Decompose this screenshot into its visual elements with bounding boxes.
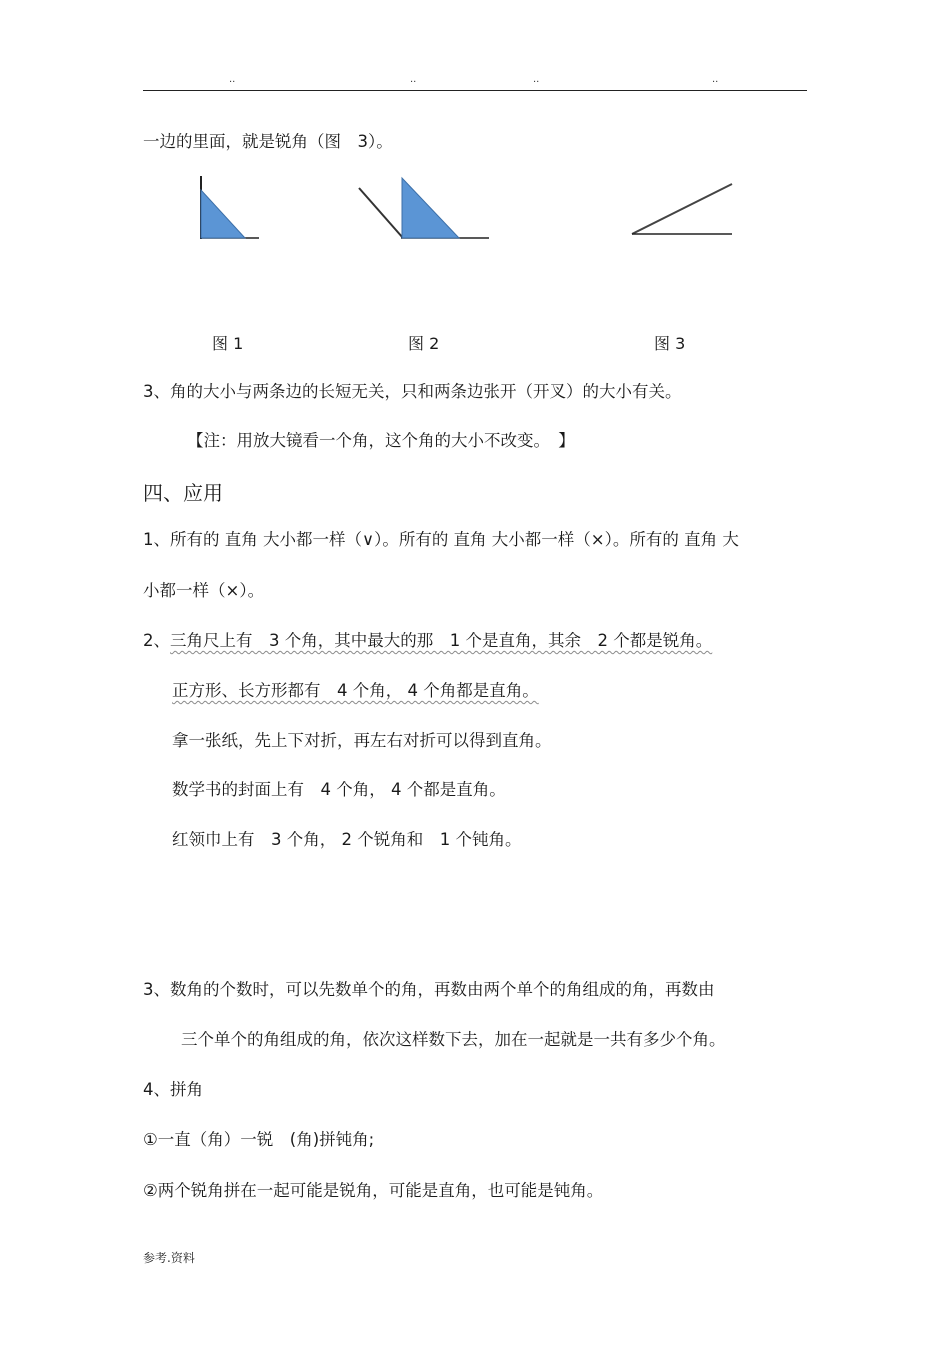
app-item-2-line-5: 红领巾上有 3 个角， 2 个锐角和 1 个钝角。 [172,830,522,849]
figure-1-right-angle [195,172,265,244]
header-divider [143,90,807,91]
figure-3-slanted-ray [632,184,732,234]
app-item-4-sub-2: ②两个锐角拼在一起可能是锐角，可能是直角，也可能是钝角。 [143,1181,604,1200]
figure-2-slanted-ray [359,188,403,238]
app-item-2-line-1 [143,631,712,651]
app-item-2-line-2: 正方形、长方形都有 4 个角， 4 个角都是直角。 [172,681,539,700]
app-item-2-number: 2、 [143,631,170,650]
figure-3-caption: 图 3 [654,334,686,353]
header-dot-2: .. [410,74,417,85]
page-footer: 参考.资料 [143,1251,195,1265]
app-item-2-line-3: 拿一张纸，先上下对折，再左右对折可以得到直角。 [172,731,552,750]
figure-3-acute-angle [628,180,738,240]
app-item-4-sub-1: ①一直（角）一锐 (角)拼钝角; [143,1130,375,1149]
figure-1-triangle [201,190,245,238]
header-dot-4: .. [712,74,719,85]
intro-line: 一边的里面，就是锐角（图 3）。 [143,132,393,151]
app-item-4-title: 4、拼角 [143,1080,203,1099]
app-item-1-line-2: 小都一样（×）。 [143,581,265,600]
app-item-3-line-1: 3、数角的个数时，可以先数单个的角，再数由两个单个的角组成的角，再数由 [143,980,715,999]
point-3: 3、角的大小与两条边的长短无关，只和两条边张开（开叉）的大小有关。 [143,382,682,401]
app-item-2-text: 三角尺上有 3 个角，其中最大的那 1 个是直角，其余 2 个都是锐角。 [170,631,713,650]
header-dot-3: .. [533,74,540,85]
figure-1-caption: 图 1 [212,334,244,353]
header-dot-1: .. [229,74,236,85]
app-item-1-line-1: 1、所有的 直角 大小都一样（∨）。所有的 直角 大小都一样（×）。所有的 直角 大 [143,530,739,549]
figure-2-caption: 图 2 [408,334,440,353]
section-heading: 四、应用 [143,481,223,505]
app-item-3-line-2: 三个单个的角组成的角，依次这样数下去，加在一起就是一共有多少个角。 [181,1030,726,1049]
figure-2-triangle [402,178,459,238]
app-item-2-line-4: 数学书的封面上有 4 个角， 4 个都是直角。 [172,780,506,799]
figure-2-obtuse-angle [355,172,495,244]
note: 【注：用放大镜看一个角，这个角的大小不改变。 】 [187,431,575,450]
